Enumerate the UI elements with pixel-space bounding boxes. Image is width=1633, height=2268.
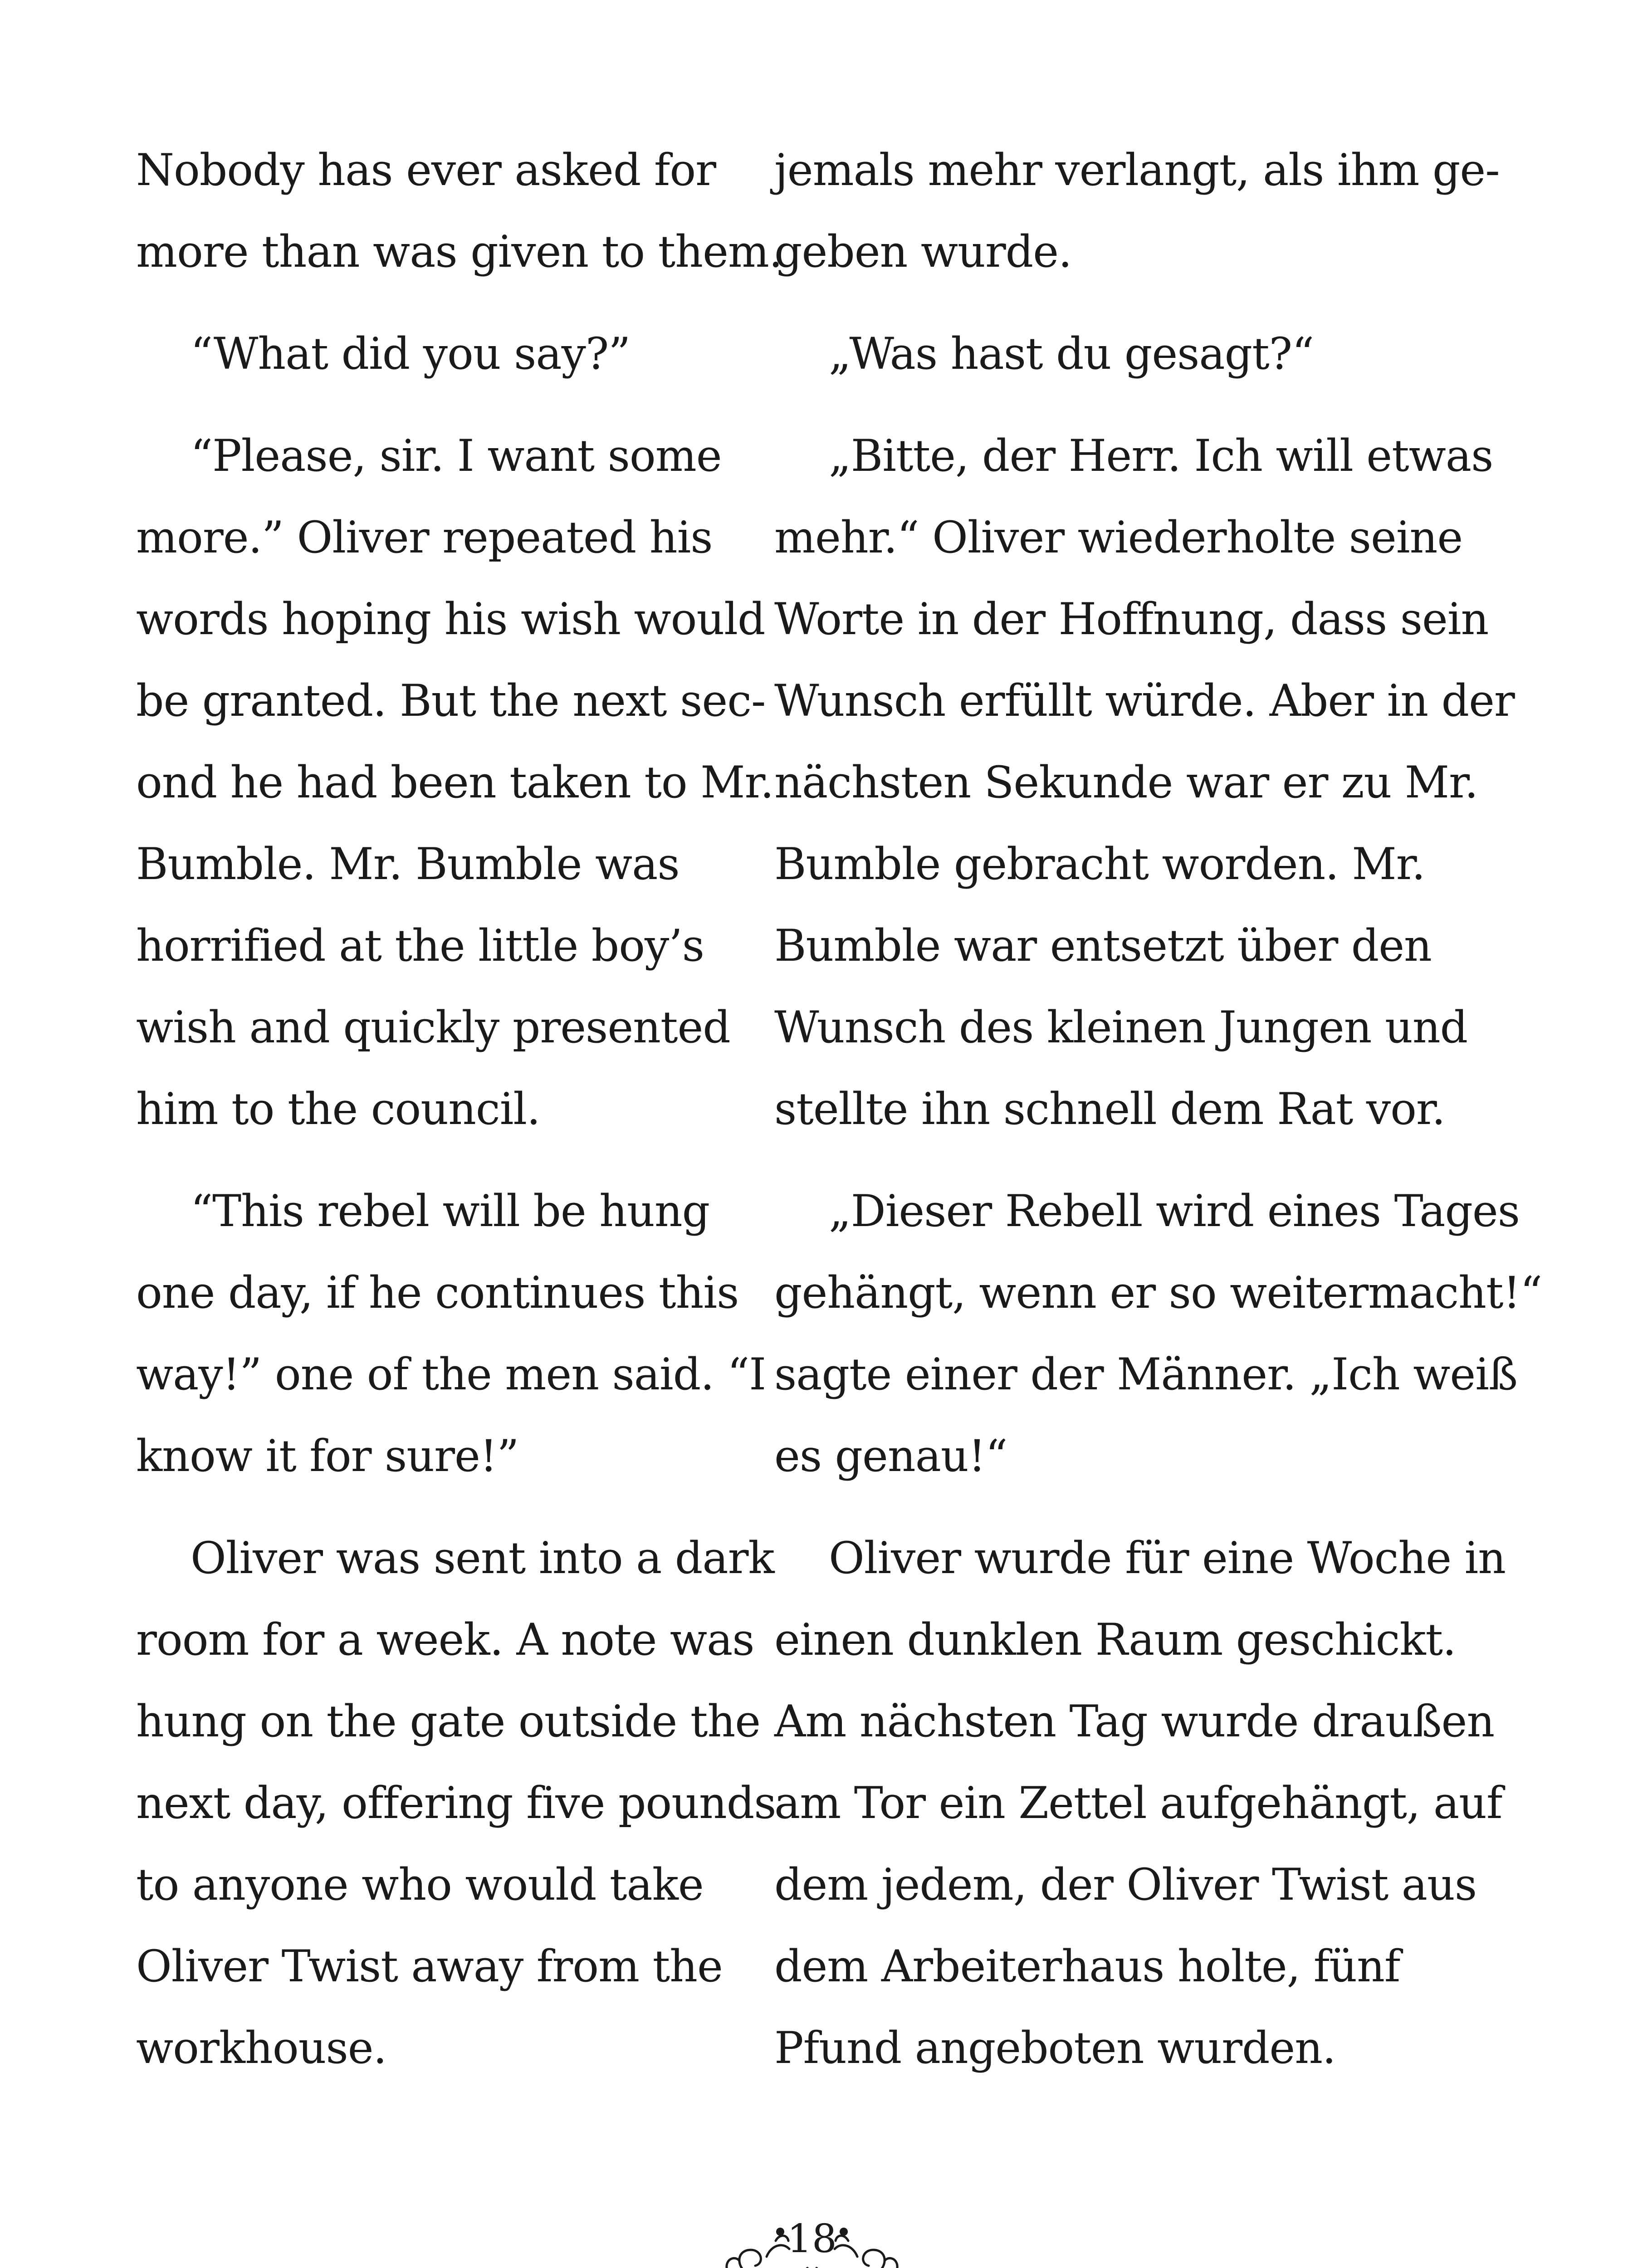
english-paragraph (136, 313, 735, 395)
english-text-line: know it for sure!” (136, 1431, 519, 1481)
english-text-line: ond he had been taken to Mr. (136, 757, 774, 808)
english-text-line: way!” one of the men said. “I (136, 1349, 766, 1400)
german-text-line: nächsten Sekunde war er zu Mr. (774, 757, 1478, 808)
german-text-line: einen dunklen Raum geschickt. (774, 1614, 1456, 1665)
page-number: 18 (787, 2216, 837, 2262)
german-text-line: mehr.“ Oliver wiederholte seine (774, 512, 1463, 563)
english-text-line: be granted. But the next sec- (136, 675, 766, 726)
english-text-line: him to the council. (136, 1084, 540, 1134)
german-paragraph (774, 415, 1515, 1150)
german-text-line: dem Arbeiterhaus holte, fünf (774, 1941, 1400, 1992)
german-text-line: „Bitte, der Herr. Ich will etwas (829, 430, 1493, 481)
english-paragraph (136, 1170, 766, 1497)
english-text-line: Bumble. Mr. Bumble was (136, 839, 680, 890)
english-text-line: to anyone who would take (136, 1859, 704, 1910)
english-text-line: one day, if he continues this (136, 1267, 739, 1318)
page-footer (717, 2214, 907, 2268)
german-text-line: Am nächsten Tag wurde draußen (774, 1696, 1495, 1747)
english-text-line: more than was given to them. (136, 226, 782, 277)
german-text-line: Oliver wurde für eine Woche in (829, 1533, 1506, 1584)
german-paragraph (774, 129, 1500, 293)
english-text-line: Oliver was sent into a dark (191, 1533, 774, 1584)
german-text-line: Worte in der Hoffnung, dass sein (774, 594, 1489, 645)
english-paragraph (136, 415, 774, 1150)
english-text-line: words hoping his wish would (136, 594, 765, 645)
german-text-line: sagte einer der Männer. „Ich weiß (774, 1349, 1518, 1400)
english-text-line: workhouse. (136, 2023, 387, 2073)
german-paragraph (774, 1517, 1506, 2089)
english-text-line: Nobody has ever asked for (136, 145, 716, 196)
german-text-line: Wunsch des kleinen Jungen und (774, 1002, 1468, 1053)
german-text-line: jemals mehr verlangt, als ihm ge- (774, 145, 1500, 196)
english-text-line: wish and quickly presented (136, 1002, 730, 1053)
english-text-line: “Please, sir. I want some (191, 430, 722, 481)
german-text-line: „Dieser Rebell wird eines Tages (829, 1186, 1520, 1237)
english-text-line: horrified at the little boy’s (136, 920, 704, 971)
german-text-line: es genau!“ (774, 1431, 1007, 1481)
english-column (136, 129, 782, 2109)
english-text-line: room for a week. A note was (136, 1614, 754, 1665)
english-text-line: “This rebel will be hung (191, 1186, 710, 1237)
english-paragraph (136, 1517, 776, 2089)
german-text-line: Bumble gebracht worden. Mr. (774, 839, 1425, 890)
english-paragraph (136, 129, 782, 293)
english-text-line: Oliver Twist away from the (136, 1941, 723, 1992)
english-text-line: hung on the gate outside the (136, 1696, 761, 1747)
german-text-line: geben wurde. (774, 226, 1072, 277)
german-text-line: dem jedem, der Oliver Twist aus (774, 1859, 1477, 1910)
german-text-line: gehängt, wenn er so weitermacht!“ (774, 1267, 1542, 1318)
german-column (774, 129, 1542, 2109)
english-text-line: more.” Oliver repeated his (136, 512, 713, 563)
german-paragraph (774, 1170, 1542, 1497)
german-paragraph (774, 313, 1373, 395)
german-text-line: Bumble war entsetzt über den (774, 920, 1432, 971)
german-text-line: stellte ihn schnell dem Rat vor. (774, 1084, 1445, 1134)
english-text-line: “What did you say?” (191, 328, 631, 379)
english-text-line: next day, offering five pounds (136, 1778, 776, 1828)
german-text-line: Wunsch erfüllt würde. Aber in der (774, 675, 1515, 726)
german-text-line: Pfund angeboten wurden. (774, 2023, 1336, 2073)
german-text-line: am Tor ein Zettel aufgehängt, auf (774, 1778, 1502, 1828)
german-text-line: „Was hast du gesagt?“ (829, 328, 1314, 379)
